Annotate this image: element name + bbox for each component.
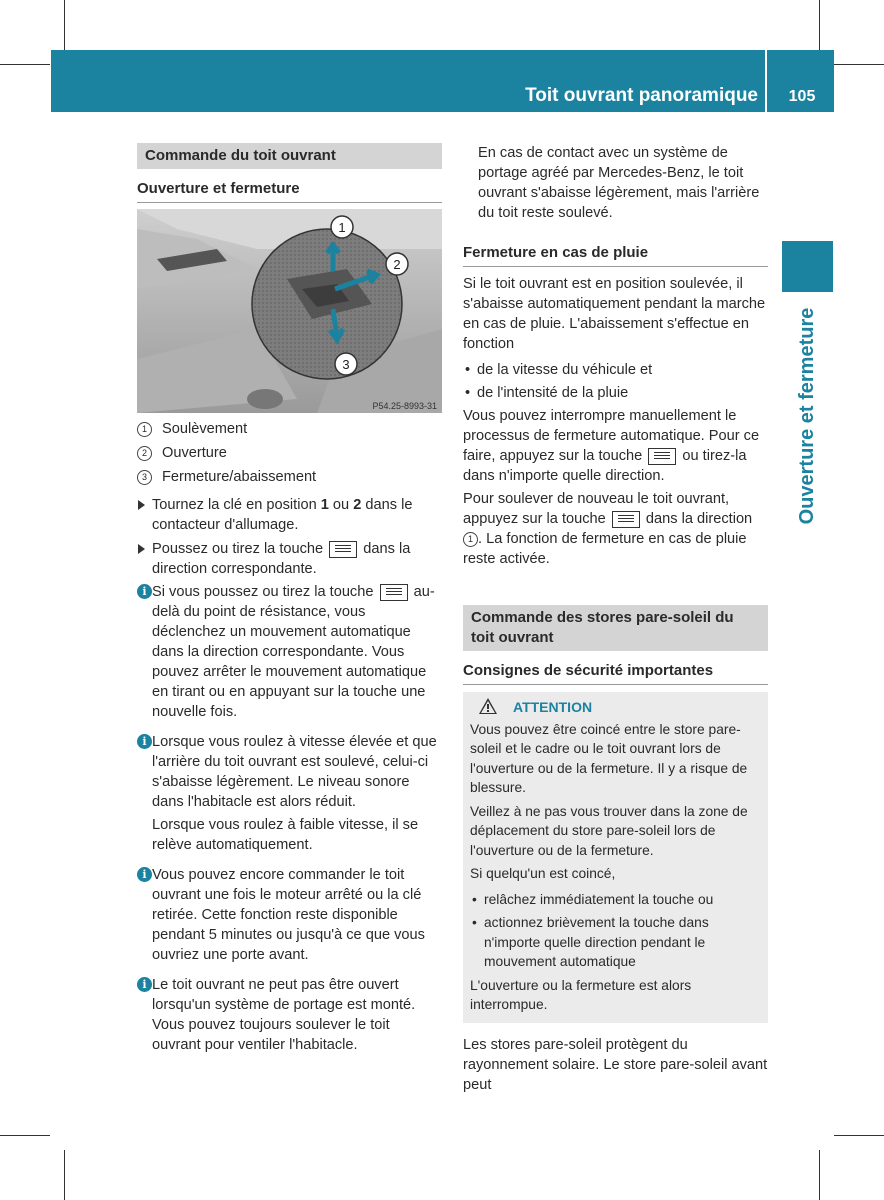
warning-title: ATTENTION (513, 699, 593, 715)
legend-text: Ouverture (162, 445, 227, 461)
chapter-label: Ouverture et fermeture (796, 307, 818, 525)
warning-text: L'ouverture ou la fermeture est alors interrompue. (470, 977, 692, 1012)
instruction-step: Poussez ou tirez la touche dans la direction correspondante. (137, 539, 442, 579)
crop-mark (819, 1150, 820, 1200)
info-note: i Vous pouvez encore commander le toit ouvrant une fois le moteur arrêté ou la clé retirée. Cette fonction reste disponible pendant 5 minutes ou jusqu'à ce que vous ouvriez une porte avant. (137, 865, 442, 965)
subsection-title: Fermeture en cas de pluie (463, 243, 768, 267)
warning-text: Si quelqu'un est coincé, (470, 866, 616, 881)
right-column (463, 143, 768, 1095)
warning-triangle-icon (479, 698, 497, 714)
section-title: Commande du toit ouvrant (137, 143, 442, 169)
sunroof-switch-icon (612, 511, 640, 528)
list-item: • de l'intensité de la pluie (463, 383, 768, 403)
crop-mark (834, 64, 884, 65)
sunroof-switch-icon (380, 584, 408, 601)
instruction-step: Tournez la clé en position 1 ou 2 dans le contacteur d'allumage. (137, 495, 442, 535)
info-icon: i (137, 734, 152, 749)
warning-box (463, 692, 768, 1023)
figure-legend (137, 419, 442, 487)
legend-item (137, 443, 442, 463)
legend-item (137, 467, 442, 487)
paragraph: Pour soulever de nouveau le toit ouvrant, appuyez sur la touche dans la direction 1 . La fonction de fermeture en cas de pluie reste activée. (463, 491, 753, 567)
warning-list-item: • actionnez brièvement la touche dans n'importe quelle direction pendant le mouvement automatique (470, 913, 761, 972)
info-note: i Si vous poussez ou tirez la touche au-delà du point de résistance, vous déclenchez un mouvement automatique dans la direction correspondante. Vous pouvez arrêter le mouvement automatique en tirant ou en appuyant sur la touche une nouvelle fois. (137, 582, 442, 722)
sunroof-control-figure (137, 209, 442, 413)
page-number: 105 (788, 88, 816, 105)
left-column (137, 143, 442, 1055)
intro-paragraph: En cas de contact avec un système de portage agréé par Mercedes-Benz, le toit ouvrant s'abaisse légèrement, mais l'arrière du toit reste soulevé. (478, 145, 760, 221)
crop-mark (64, 0, 65, 50)
paragraph: Vous pouvez interrompre manuellement le processus de fermeture automatique. Pour ce faire, appuyez sur la touche ou tirez-la dans n'importe quelle direction. (463, 408, 760, 484)
crop-mark (0, 64, 50, 65)
legend-number: 2 (137, 446, 152, 461)
legend-text: Soulèvement (162, 421, 248, 437)
legend-number: 3 (137, 470, 152, 485)
legend-item (137, 419, 442, 439)
info-icon: i (137, 584, 152, 599)
paragraph: Les stores pare-soleil protègent du rayonnement solaire. Le store pare-soleil avant peut (463, 1036, 768, 1093)
subsection-title: Consignes de sécurité importantes (463, 661, 768, 685)
crop-mark (0, 1135, 50, 1136)
crop-mark (64, 1150, 65, 1200)
warning-text: Vous pouvez être coincé entre le store pare-soleil et le cadre ou le toit ouvrant lors de l'ouverture ou de la fermeture. Il y a risque de blessure. (470, 721, 748, 795)
info-icon: i (137, 867, 152, 882)
info-note: i Le toit ouvrant ne peut pas être ouvert lorsqu'un système de portage est monté. Vous pouvez toujours soulever le toit ouvrant pour ventiler l'habitacle. (137, 975, 442, 1055)
figure-illustration (137, 209, 442, 413)
warning-text: Veillez à ne pas vous trouver dans la zone de déplacement du store pare-soleil lors de l'ouverture ou de la fermeture. (470, 803, 748, 858)
header-separator (765, 50, 767, 112)
crop-mark (819, 0, 820, 50)
sunroof-switch-icon (648, 448, 676, 465)
legend-number: 1 (137, 422, 152, 437)
list-item: • de la vitesse du véhicule et (463, 360, 768, 380)
warning-header (470, 698, 761, 718)
figure-callout: 2 (393, 257, 401, 272)
subsection-title: Ouverture et fermeture (137, 179, 442, 203)
info-note-cont: Lorsque vous roulez à faible vitesse, il se relève automatiquement. (152, 817, 419, 853)
figure-callout: 3 (342, 357, 350, 372)
figure-code: P54.25-8993-31 (372, 401, 437, 411)
section-title: Commande des stores pare-soleil du toit ouvrant (463, 605, 768, 651)
crop-mark (834, 1135, 884, 1136)
figure-callout: 1 (338, 220, 346, 235)
info-icon: i (137, 977, 152, 992)
position-number: 1 (463, 532, 478, 547)
sunroof-switch-icon (329, 541, 357, 558)
info-note: i Lorsque vous roulez à vitesse élevée et que l'arrière du toit ouvrant est soulevé, celui-ci s'abaisse légèrement. Le niveau sonore dans l'habitacle est alors réduit. (137, 732, 442, 812)
paragraph: Si le toit ouvrant est en position soulevée, il s'abaisse automatiquement pendant la marche en cas de pluie. L'abaissement s'effectue en fonction (463, 276, 766, 352)
chapter-tab (782, 241, 833, 292)
page-title: Toit ouvrant panoramique (525, 85, 758, 106)
legend-text: Fermeture/abaissement (162, 469, 317, 485)
warning-list-item: • relâchez immédiatement la touche ou (470, 890, 761, 910)
